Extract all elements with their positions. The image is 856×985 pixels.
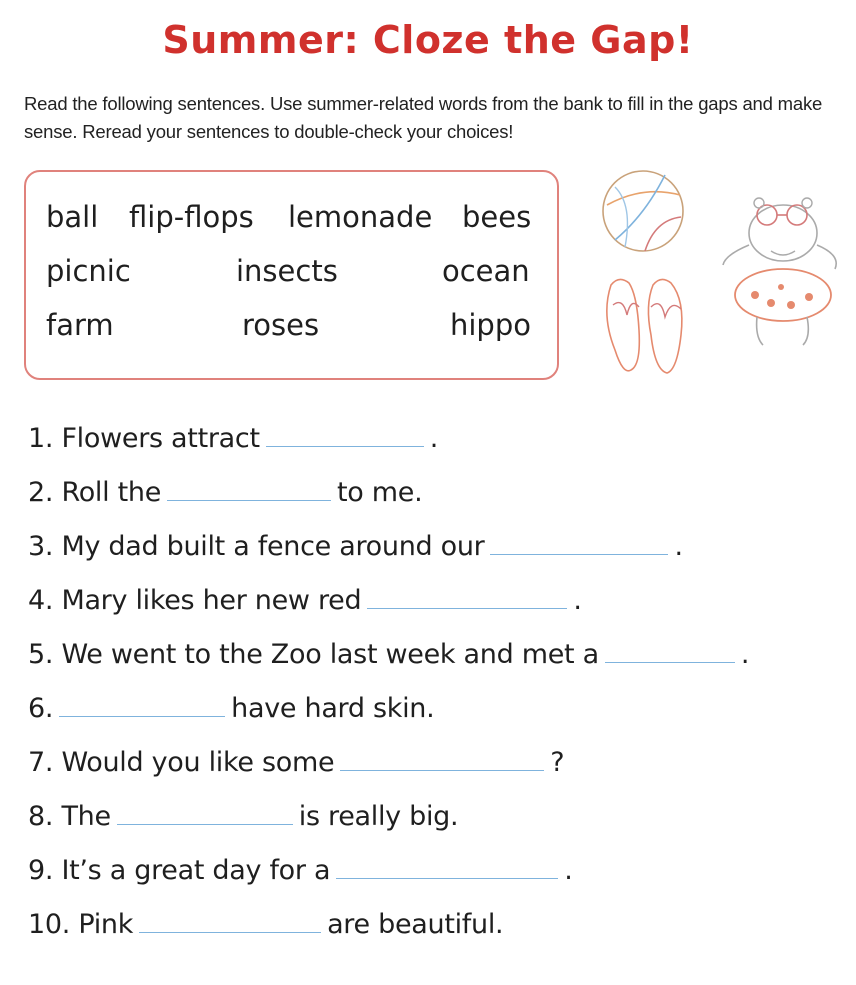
question-text: . (674, 531, 683, 562)
question-text: 3. My dad built a fence around our (28, 531, 485, 562)
question-text: 2. Roll the (28, 477, 162, 508)
question-item (28, 420, 438, 454)
question-text: . (429, 423, 439, 454)
question-text: 7. Would you like some (28, 747, 335, 778)
question-text: to me. (337, 477, 423, 508)
question-text: 6. (28, 693, 54, 724)
question-item (28, 528, 683, 562)
answer-blank[interactable] (336, 852, 558, 879)
word-bank-item: flip-flops (129, 200, 254, 234)
word-bank-item: ball (46, 200, 99, 234)
word-bank-item: hippo (450, 308, 531, 342)
word-bank-item: insects (236, 254, 338, 288)
word-bank-item: picnic (46, 254, 131, 288)
word-bank-item: roses (242, 308, 320, 342)
illustrations (585, 165, 845, 390)
question-text: are beautiful. (327, 909, 504, 940)
question-item (28, 852, 573, 886)
question-item (28, 582, 582, 616)
question-text: is really big. (298, 801, 459, 832)
question-text: 1. Flowers attract (28, 423, 260, 454)
answer-blank[interactable] (340, 744, 544, 771)
question-text: 4. Mary likes her new red (28, 585, 362, 616)
answer-blank[interactable] (139, 906, 321, 933)
answer-blank[interactable] (490, 528, 668, 555)
answer-blank[interactable] (59, 690, 225, 717)
question-text: 9. It’s a great day for a (28, 855, 331, 886)
beach-ball-icon (603, 171, 683, 251)
word-bank-item: farm (46, 308, 114, 342)
question-item (28, 690, 434, 724)
question-item (28, 744, 564, 778)
word-bank (24, 170, 559, 380)
hippo-icon (723, 198, 836, 345)
word-bank-item: ocean (442, 254, 530, 288)
answer-blank[interactable] (167, 474, 331, 501)
word-bank-item: lemonade (288, 200, 433, 234)
question-text: . (573, 585, 582, 616)
question-item (28, 798, 458, 832)
question-text: . (740, 639, 750, 670)
flip-flops-icon (607, 279, 682, 373)
answer-blank[interactable] (605, 636, 735, 663)
question-item (28, 906, 503, 940)
question-item (28, 636, 749, 670)
question-text: have hard skin. (231, 693, 435, 724)
question-text: 8. The (28, 801, 111, 832)
question-item (28, 474, 422, 508)
question-text: 10. Pink (28, 909, 134, 940)
question-text: . (564, 855, 573, 886)
instructions: Read the following sentences. Use summer-related words from the bank to fill in the gaps and make sense. Reread your sentences to double-check your choices! (24, 93, 823, 142)
page-title: Summer: Cloze the Gap! (162, 18, 694, 62)
answer-blank[interactable] (266, 420, 424, 447)
answer-blank[interactable] (367, 582, 567, 609)
answer-blank[interactable] (117, 798, 293, 825)
word-bank-item: bees (462, 200, 532, 234)
question-text: 5. We went to the Zoo last week and met a (28, 639, 599, 670)
question-text: ? (550, 747, 565, 778)
